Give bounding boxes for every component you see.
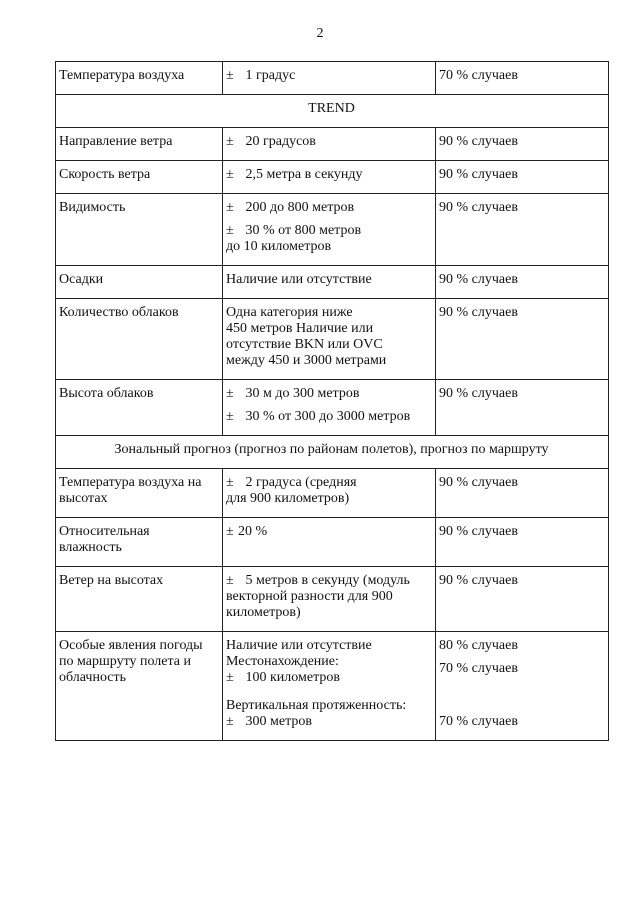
- probability-cell: 70 % случаев: [436, 62, 609, 95]
- section-header-trend: [56, 95, 609, 128]
- accuracy-table: [55, 61, 609, 741]
- table-row-wind-direction: [56, 128, 609, 161]
- table-row-precipitation: [56, 266, 609, 299]
- plus-minus-symbol: ±: [226, 223, 234, 238]
- plus-minus-symbol: ±: [226, 134, 234, 149]
- probability-cell: 90 % случаев: [436, 299, 609, 380]
- param-cell: Относительная влажность: [56, 518, 223, 567]
- plus-minus-symbol: ±: [226, 167, 234, 182]
- value-cell: Одна категория ниже 450 метров Наличие или отсутствие BKN или OVC между 450 и 3000 метрами: [223, 299, 436, 380]
- page-number: 2: [316, 26, 324, 41]
- param-cell: Осадки: [56, 266, 223, 299]
- probability-cell: 90 % случаев: [436, 266, 609, 299]
- param-cell: Направление ветра: [56, 128, 223, 161]
- param-cell: Скорость ветра: [56, 161, 223, 194]
- plus-minus-symbol: ±: [226, 200, 234, 215]
- table-row-cloud-height: [56, 380, 609, 436]
- plus-minus-symbol: ±: [226, 714, 234, 729]
- plus-minus-symbol: ±: [226, 409, 234, 424]
- value-cell: ± 20 %: [223, 518, 436, 567]
- plus-minus-symbol: ±: [226, 68, 234, 83]
- value-cell: Наличие или отсутствие: [223, 266, 436, 299]
- probability-cell: 90 % случаев: [436, 128, 609, 161]
- plus-minus-symbol: ±: [226, 670, 234, 685]
- value-cell: ± 1 градус: [223, 62, 436, 95]
- param-cell: Видимость: [56, 194, 223, 266]
- probability-cell: 90 % случаев: [436, 380, 609, 436]
- table-row-humidity: [56, 518, 609, 567]
- value-cell: ± 20 градусов: [223, 128, 436, 161]
- value-cell: ± 2 градуса (средняя для 900 километров): [223, 469, 436, 518]
- probability-cell: 90 % случаев: [436, 194, 609, 266]
- section-header-zonal: [56, 436, 609, 469]
- plus-minus-symbol: ±: [226, 475, 234, 490]
- probability-cell: 90 % случаев: [436, 469, 609, 518]
- section-title: TREND: [56, 95, 609, 128]
- param-cell: Высота облаков: [56, 380, 223, 436]
- probability-cell: 90 % случаев: [436, 567, 609, 632]
- probability-cell: 80 % случаев 70 % случаев 70 % случаев: [436, 632, 609, 741]
- plus-minus-symbol: ±: [226, 524, 234, 539]
- value-cell: ± 5 метров в секунду (модуль векторной разности для 900 километров): [223, 567, 436, 632]
- table-row-temperature-altitude: [56, 469, 609, 518]
- plus-minus-symbol: ±: [226, 573, 234, 588]
- probability-cell: 90 % случаев: [436, 161, 609, 194]
- section-title: Зональный прогноз (прогноз по районам полетов), прогноз по маршруту: [56, 436, 609, 469]
- table-row-cloud-amount: [56, 299, 609, 380]
- param-cell: Ветер на высотах: [56, 567, 223, 632]
- param-cell: Количество облаков: [56, 299, 223, 380]
- table-row-wind-altitude: [56, 567, 609, 632]
- value-cell: ± 200 до 800 метров ± 30 % от 800 метров до 10 километров: [223, 194, 436, 266]
- param-cell: Особые явления погоды по маршруту полета и облачность: [56, 632, 223, 741]
- param-cell: Температура воздуха: [56, 62, 223, 95]
- table-row-wind-speed: [56, 161, 609, 194]
- table-row-air-temperature: [56, 62, 609, 95]
- plus-minus-symbol: ±: [226, 386, 234, 401]
- table-row-visibility: [56, 194, 609, 266]
- probability-cell: 90 % случаев: [436, 518, 609, 567]
- value-cell: ± 2,5 метра в секунду: [223, 161, 436, 194]
- value-cell: Наличие или отсутствие Местонахождение: ± 100 километров Вертикальная протяженность: ± 300 метров: [223, 632, 436, 741]
- table-row-weather-phenomena: [56, 632, 609, 741]
- param-cell: Температура воздуха на высотах: [56, 469, 223, 518]
- value-cell: ± 30 м до 300 метров ± 30 % от 300 до 3000 метров: [223, 380, 436, 436]
